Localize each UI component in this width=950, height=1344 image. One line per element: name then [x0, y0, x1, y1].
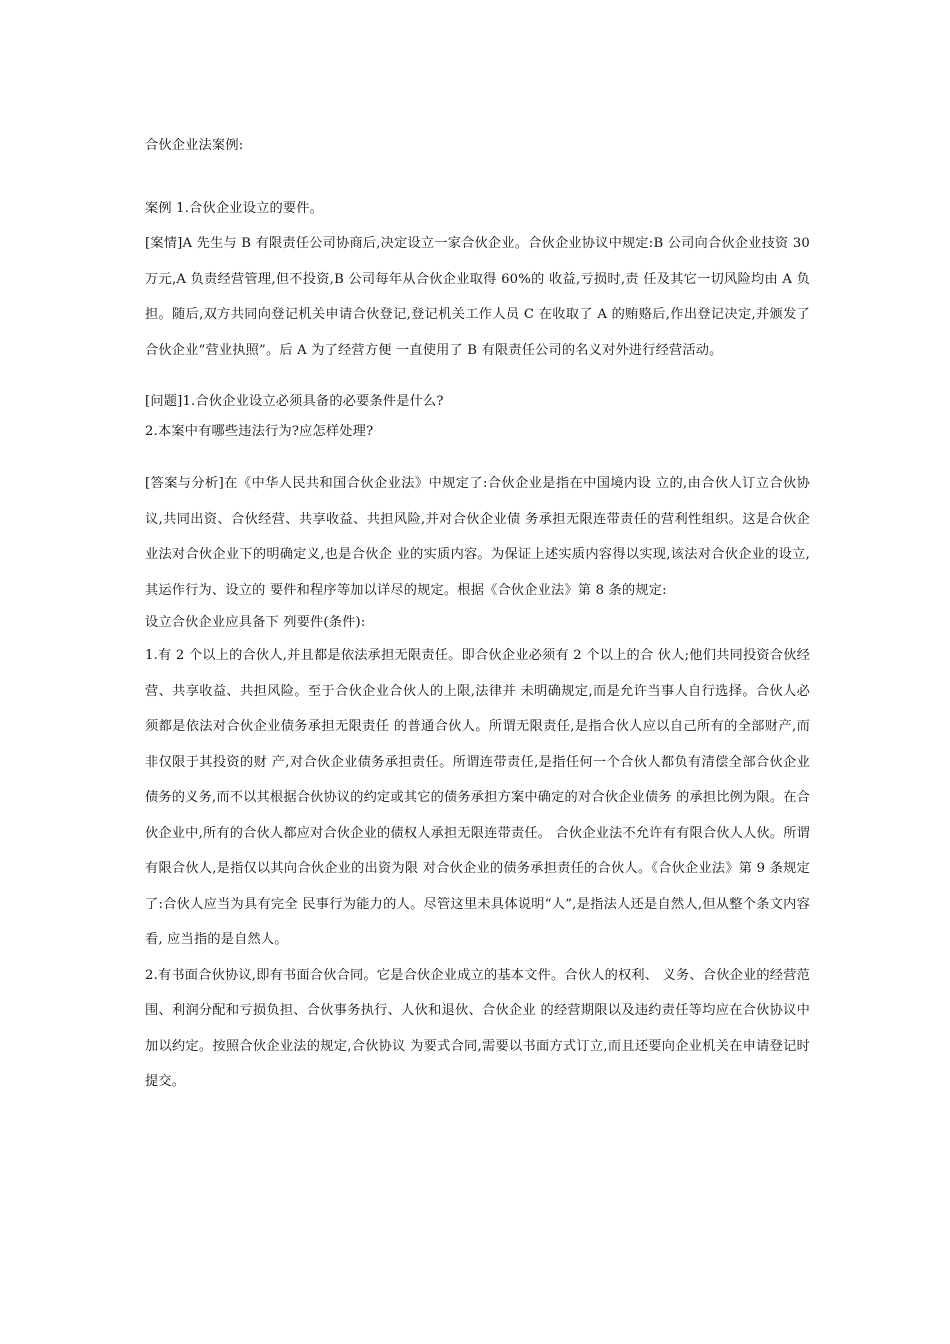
answer-requirements-lead: 设立合伙企业应具备下 列要件(条件): [145, 615, 366, 630]
document-body [145, 128, 810, 1100]
question-one: [问题]1.合伙企业设立必须具备的必要条件是什么? [145, 394, 444, 409]
answer-analysis-paragraph: [答案与分析]在《中华人民共和国合伙企业法》中规定了:合伙企业是指在中国境内设 立的,由合伙人订立合伙协议,共同出资、合伙经营、共享收益、共担风险,并对合伙企业债 务承担无限连带责任的营利性组织。这是合伙企业法对合伙企业下的明确定义,也是合伙企 业的实质内容。为保证上述实质内容得以实现,该法对合伙企业的设立,其运作行为、设立的 要件和程序等加以详尽的规定。根据《合伙企业法》第 8 条的规定: [145, 476, 810, 598]
document-title: 合伙企业法案例: [145, 138, 244, 153]
case-heading: 案例 1.合伙企业设立的要件。 [145, 200, 324, 216]
requirement-point-one: 1.有 2 个以上的合伙人,并且都是依法承担无限责任。即合伙企业必须有 2 个以上的合 伙人;他们共同投资合伙经营、共享收益、共担风险。至于合伙企业合伙人的上限,法律并 未明确规定,而是允许当事人自行选择。合伙人必须都是依法对合伙企业债务承担无限责任 的普通合伙人。所谓无限责任,是指合伙人应以自己所有的全部财产,而非仅限于其投资的财 产,对合伙企业债务承担责任。所谓连带责任,是指任何一个合伙人都负有清偿全部合伙企业 债务的义务,而不以其根据合伙协议的约定或其它的债务承担方案中确定的对合伙企业债务 的承担比例为限。在合伙企业中,所有的合伙人都应对合伙企业的债权人承担无限连带责任。 合伙企业法不允许有有限合伙人人伙。所谓有限合伙人,是指仅以其向合伙企业的出资为限 对合伙企业的债务承担责任的合伙人。《合伙企业法》第 9 条规定了:合伙人应当为具有完全 民事行为能力的人。尽管这里未具体说明“人”,是指法人还是自然人,但从整个条文内容看, 应当指的是自然人。 [145, 648, 810, 947]
question-two: 2.本案中有哪些违法行为?应怎样处理? [145, 424, 374, 439]
requirement-point-two: 2.有书面合伙协议,即有书面合伙合同。它是合伙企业成立的基本文件。合伙人的权利、 义务、合伙企业的经营范围、利润分配和亏损负担、合伙事务执行、人伙和退伙、合伙企业 的经营期限以及违约责任等均应在合伙协议中加以约定。按照合伙企业法的规定,合伙协议 为要式合同,需要以书面方式订立,而且还要向企业机关在申请登记时提交。 [145, 967, 810, 1089]
case-facts-paragraph: [案情]A 先生与 B 有限责任公司协商后,决定设立一家合伙企业。合伙企业协议中规定:B 公司向合伙企业技资 30 万元,A 负责经营管理,但不投资,B 公司每年从合伙企业取得 60%的 收益,亏损时,责 任及其它一切风险均由 A 负担。随后,双方共同向登记机关申请合伙登记,登记机关工作人员 C 在收取了 A 的贿赂后,作出登记决定,并颁发了合伙企业“营业执照”。后 A 为了经营方便 一直使用了 B 有限责任公司的名义对外进行经营活动。 [145, 236, 810, 358]
